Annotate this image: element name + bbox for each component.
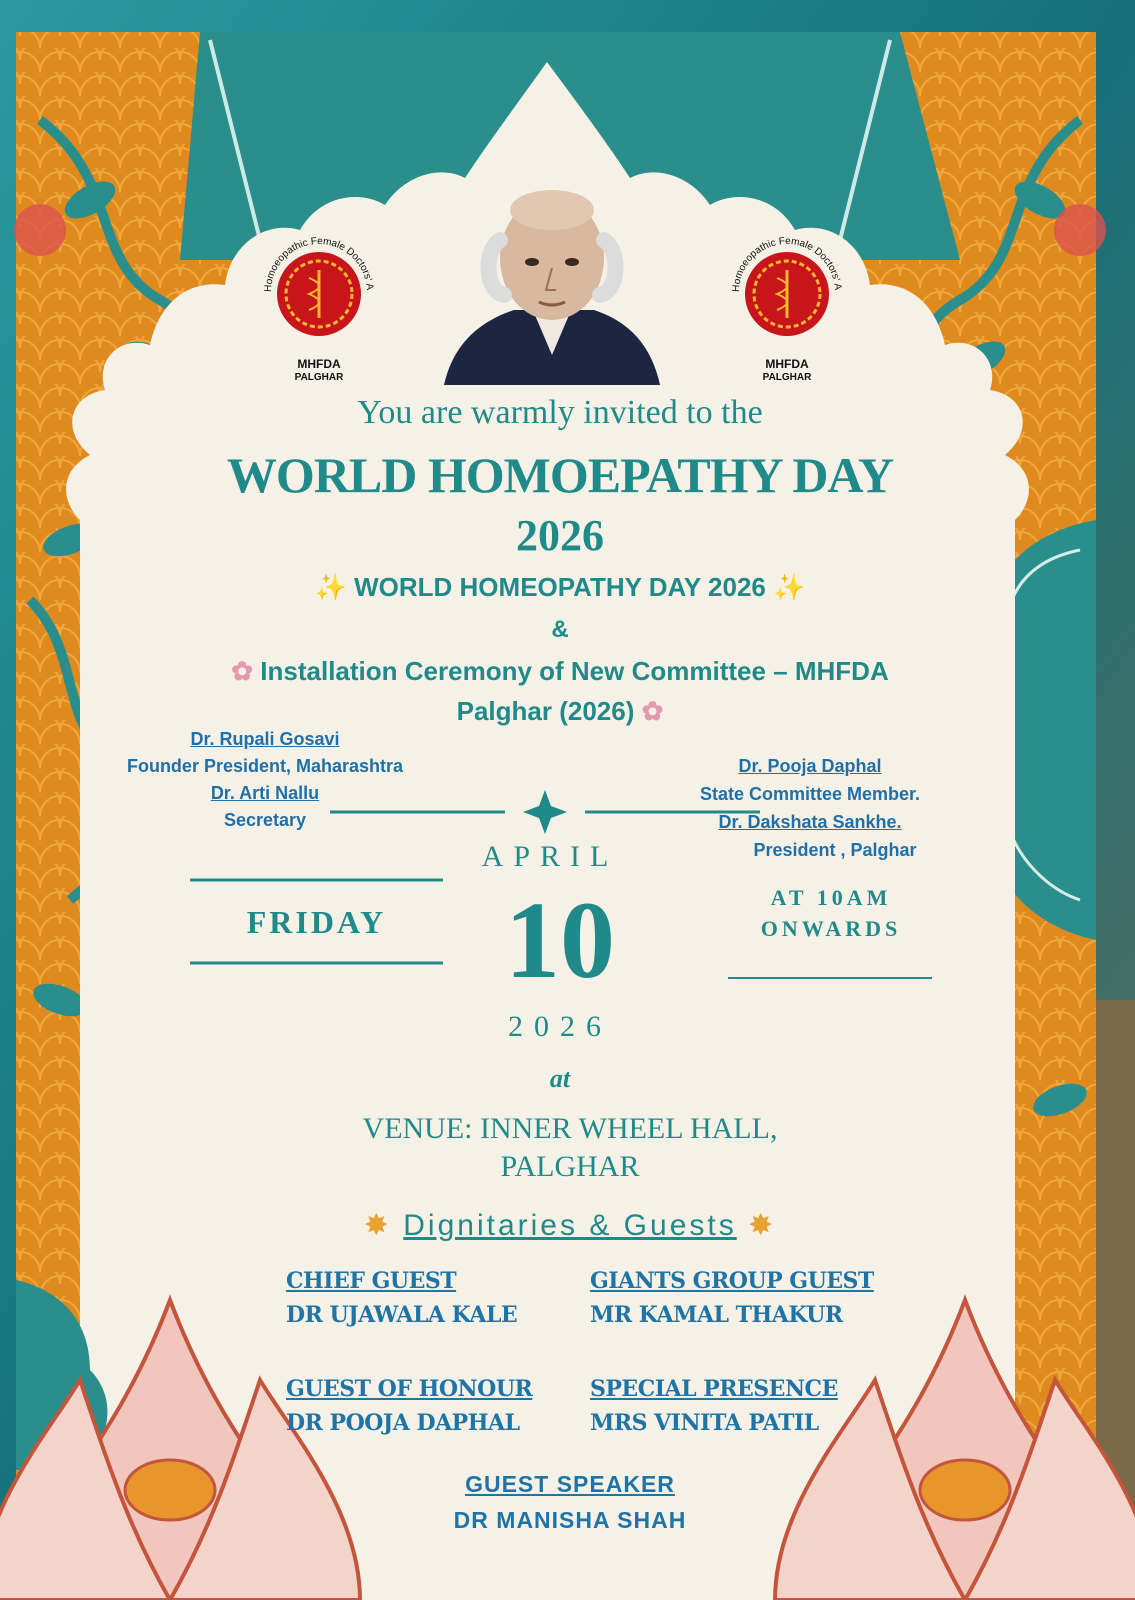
logo-place: PALGHAR [762, 372, 812, 383]
venue-line-1: VENUE: INNER WHEEL HALL, [362, 1112, 778, 1145]
guest-label: SPECIAL PRESENCE [590, 1376, 838, 1402]
official-role: Secretary [223, 810, 307, 830]
guest-name: DR UJAWALA KALE [286, 1302, 518, 1328]
ceremony-line-2 [330, 696, 790, 727]
official-name: Dr. Rupali Gosavi [190, 729, 340, 749]
guest-chief [286, 1264, 517, 1332]
mhfda-logo-right [722, 232, 852, 382]
sparkle-icon: ✨ [314, 572, 347, 602]
event-date-year: 2026 [508, 1010, 612, 1043]
official-name: Dr. Dakshata Sankhe. [718, 812, 902, 832]
ampersand: & [551, 616, 569, 643]
flower-icon: ✿ [641, 696, 664, 726]
guest-of-honour [286, 1372, 532, 1440]
official-role: Founder President, Maharashtra [126, 756, 404, 776]
svg-text:Homoeopathic Female Doctors' A: Homoeopathic Female Doctors' A [730, 235, 844, 293]
mhfda-logo-left [254, 232, 384, 382]
logo-place: PALGHAR [294, 372, 344, 383]
guest-label: CHIEF GUEST [286, 1268, 457, 1294]
guest-special-presence [590, 1372, 838, 1440]
official-name: Dr. Pooja Daphal [738, 756, 882, 776]
caduceus-emblem-icon [727, 232, 847, 352]
sparkle-icon: ✨ [773, 572, 806, 602]
star-icon: ✸ [363, 1209, 392, 1242]
ceremony-text-2: Palghar (2026) [456, 696, 635, 726]
event-month: APRIL [481, 840, 619, 873]
right-officials [640, 752, 980, 864]
guest-speaker [360, 1466, 780, 1538]
hahnemann-portrait [444, 180, 660, 385]
event-title: WORLD HOMOEPATHY DAY [226, 447, 894, 503]
official-role: State Committee Member. [699, 784, 921, 804]
guest-name: MRS VINITA PATIL [590, 1410, 819, 1436]
guest-name: DR POOJA DAPHAL [286, 1410, 520, 1436]
subtitle-text: WORLD HOMEOPATHY DAY 2026 [354, 572, 766, 602]
guest-name: DR MANISHA SHAH [453, 1507, 687, 1533]
caduceus-emblem-icon [259, 232, 379, 352]
event-weekday: FRIDAY [246, 904, 387, 940]
star-icon: ✸ [748, 1209, 777, 1242]
time-line-1: AT 10AM [770, 885, 892, 910]
venue [300, 1110, 840, 1186]
logo-name: MHFDA [765, 357, 809, 371]
event-year: 2026 [516, 511, 604, 560]
ceremony-line-1 [150, 656, 970, 687]
official-name: Dr. Arti Nallu [210, 783, 320, 803]
official-role: President , Palghar [753, 840, 917, 860]
event-time [726, 882, 936, 944]
flower-icon: ✿ [231, 656, 254, 686]
venue-line-2: PALGHAR [500, 1150, 640, 1183]
guest-label: GUEST SPEAKER [465, 1471, 675, 1497]
guest-giants-group [590, 1264, 874, 1332]
left-officials [100, 726, 430, 834]
time-line-2: ONWARDS [760, 916, 902, 941]
guest-name: MR KAMAL THAKUR [590, 1302, 843, 1328]
logo-name: MHFDA [297, 357, 341, 371]
guest-label: GUEST OF HONOUR [286, 1376, 533, 1402]
dignitaries-heading [300, 1208, 840, 1243]
ceremony-text: Installation Ceremony of New Committee – MHFDA [260, 656, 889, 686]
guest-label: GIANTS GROUP GUEST [590, 1268, 874, 1294]
dignitaries-heading-text: Dignitaries & Guests [403, 1209, 737, 1242]
venue-at: at [549, 1064, 571, 1093]
event-subtitle [200, 572, 920, 603]
invite-line: You are warmly invited to the [357, 394, 763, 431]
event-day: 10 [505, 879, 615, 1001]
svg-text:Homoeopathic Female Doctors' A: Homoeopathic Female Doctors' A [262, 235, 376, 293]
